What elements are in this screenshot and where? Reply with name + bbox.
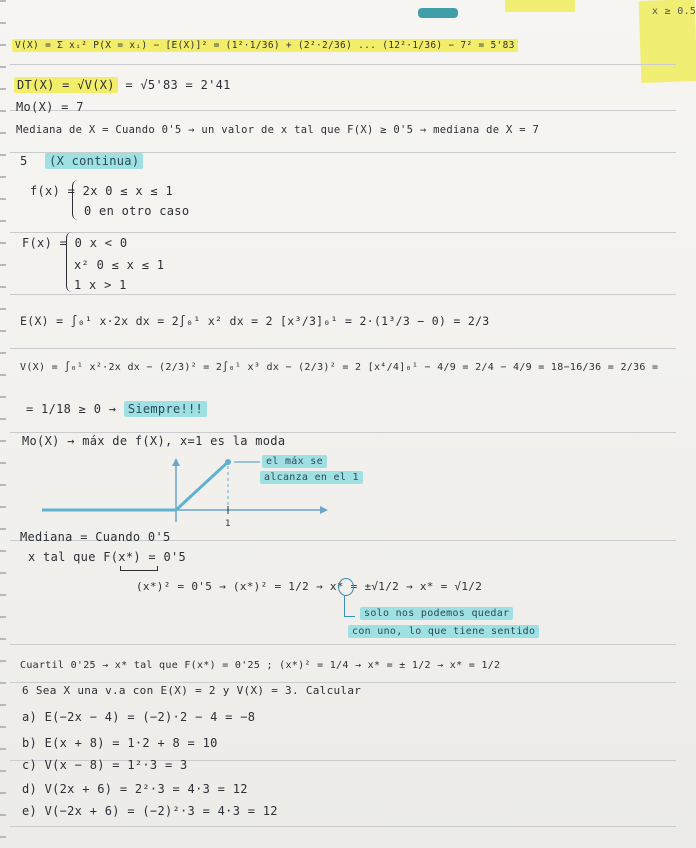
note-line-1: [360, 608, 513, 619]
quartile-line: Cuartil 0'25 → x* tal que F(x*) = 0'25 ; (x*)² = 1/4 → x* = ± 1/2 → x* = 1/2: [20, 660, 501, 671]
graph-y-arrow: [172, 458, 180, 466]
graph-max-point: [225, 459, 231, 465]
part-c-line: c) V(x − 8) = 1²·3 = 3: [22, 758, 188, 772]
variance-result-line: [26, 402, 207, 416]
part-d-line: d) V(2x + 6) = 2²·3 = 4·3 = 12: [22, 782, 248, 796]
cdf-brace: [66, 232, 73, 292]
part-a-line: a) E(−2x − 4) = (−2)·2 − 4 = −8: [22, 710, 256, 724]
ruled-line: [10, 232, 676, 233]
ruled-line: [10, 432, 676, 433]
std-dev-label: DT(X) = √V(X): [14, 77, 118, 93]
note-text-1: solo nos podemos quedar: [360, 607, 513, 620]
exercise-5-header: [20, 154, 143, 168]
exercise-number: 5: [20, 154, 28, 168]
median-condition-line: x tal que F(x*) = 0'5: [28, 550, 187, 564]
exercise-6-line: 6 Sea X una v.a con E(X) = 2 y V(X) = 3. Calcular: [22, 684, 362, 697]
part-b-line: b) E(x + 8) = 1·2 + 8 = 10: [22, 736, 218, 750]
corner-text: x ≥ 0.5: [652, 6, 696, 17]
ruled-line: [10, 348, 676, 349]
ruled-line: [10, 64, 676, 65]
max-annotation-text-2: alcanza en el 1: [260, 471, 363, 484]
variance-formula-text: V(X) = Σ xᵢ² P(X = xᵢ) − [E(X)]² = (1²·1/36) + (2²·2/36) ... (12²·1/36) − 7² = 5'83: [12, 39, 518, 52]
ruled-line: [10, 294, 676, 295]
variance-formula: [12, 40, 518, 51]
std-dev-value: = √5'83 = 2'41: [125, 78, 231, 92]
ruled-line: [10, 110, 676, 111]
ruled-line: [10, 682, 676, 683]
always-label: Siempre!!!: [124, 401, 207, 417]
spiral-binding-marks: [0, 0, 6, 848]
mode-continuous-line: Mo(X) → máx de f(X), x=1 es la moda: [22, 434, 286, 448]
ruled-line: [10, 826, 676, 827]
part-e-line: e) V(−2x + 6) = (−2)²·3 = 4·3 = 12: [22, 804, 278, 818]
max-annotation-text-1: el máx se: [262, 455, 327, 468]
pdf-case-2: 0 en otro caso: [84, 204, 190, 218]
pdf-case-1: f(x) = 2x 0 ≤ x ≤ 1: [30, 184, 173, 198]
ruled-line: [10, 644, 676, 645]
pdf-graph: [30, 456, 370, 536]
graph-x-arrow: [320, 506, 328, 514]
continuous-label: (X continua): [45, 153, 143, 169]
circle-plusminus: [338, 578, 354, 596]
graph-tick-label: 1: [225, 519, 231, 529]
median-line: Mediana de X = Cuando 0'5 → un valor de x tal que F(X) ≥ 0'5 → mediana de X = 7: [16, 124, 540, 136]
mode-line: Mo(X) = 7: [16, 100, 84, 114]
solution-arrow: [344, 596, 355, 617]
max-annotation-2: [260, 472, 363, 483]
sticky-note-top: [505, 0, 575, 12]
graph-rising-segment: [176, 462, 228, 510]
median-continuous-line: Mediana = Cuando 0'5: [20, 530, 171, 544]
std-dev-line: [14, 78, 231, 92]
expectation-line: E(X) = ∫₀¹ x·2x dx = 2∫₀¹ x² dx = 2 [x³/3]₀¹ = 2·(1³/3 − 0) = 2/3: [20, 314, 490, 328]
teal-marker-stroke: [418, 8, 458, 18]
note-text-2: con uno, lo que tiene sentido: [348, 625, 539, 638]
cdf-case-1: F(x) = 0 x < 0: [22, 236, 128, 250]
variance-integral-line: V(X) = ∫₀¹ x²·2x dx − (2/3)² = 2∫₀¹ x³ dx − (2/3)² = 2 [x⁴/4]₀¹ − 4/9 = 2/4 − 4/9 = 18−16/36 = 2/36 =: [20, 362, 659, 373]
pdf-brace: [72, 180, 79, 220]
max-annotation-1: [262, 456, 327, 467]
underline-bracket: [120, 566, 158, 571]
median-solution-line: (x*)² = 0'5 → (x*)² = 1/2 → x* = ±√1/2 → x* = √1/2: [136, 580, 483, 593]
variance-result: = 1/18 ≥ 0 →: [26, 402, 117, 416]
cdf-case-3: 1 x > 1: [74, 278, 127, 292]
note-line-2: [348, 626, 539, 637]
cdf-case-2: x² 0 ≤ x ≤ 1: [74, 258, 165, 272]
